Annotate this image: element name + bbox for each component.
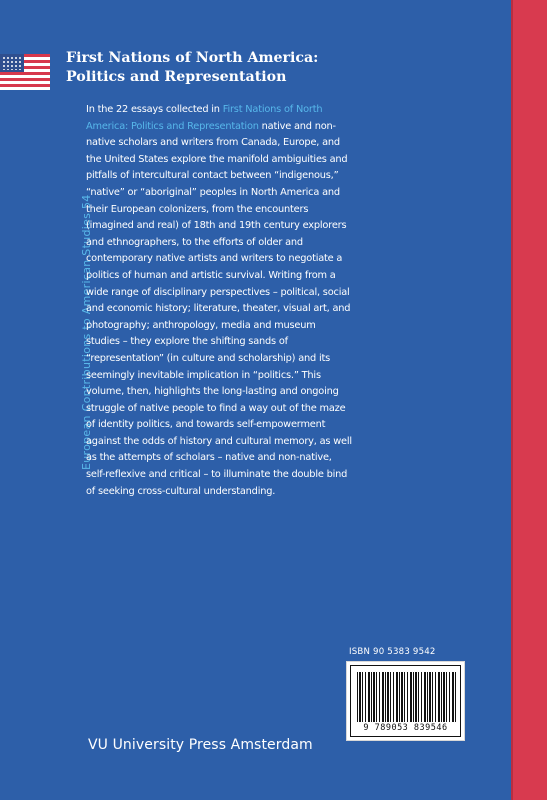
blurb-line: against the odds of history and cultural memory, as well bbox=[86, 435, 352, 447]
book-title bbox=[66, 49, 476, 87]
blurb-line: struggle of native people to find a way out of the maze bbox=[86, 402, 346, 414]
blurb-line: seemingly inevitable implication in “politics.” This bbox=[86, 369, 321, 381]
blurb-line: “native” or “aboriginal” peoples in North America and bbox=[86, 186, 340, 198]
barcode-bars bbox=[357, 672, 457, 722]
isbn-text: ISBN 90 5383 9542 bbox=[349, 647, 436, 657]
title-line: Politics and Representation bbox=[66, 69, 287, 85]
blurb-line: wide range of disciplinary perspectives – political, social bbox=[86, 286, 350, 298]
blurb-line: photography; anthropology, media and museum bbox=[86, 319, 316, 331]
blurb-line: “representation” (in culture and scholarship) and its bbox=[86, 352, 331, 364]
publisher-name: VU University Press Amsterdam bbox=[88, 737, 313, 753]
blurb-line: (imagined and real) of 18th and 19th century explorers bbox=[86, 220, 347, 232]
blurb-line: studies – they explore the shifting sands of bbox=[86, 336, 288, 348]
series-text: European Contributions to American Studies 54 bbox=[80, 194, 93, 470]
blurb-line: America: Politics and Representation native and non- bbox=[86, 120, 336, 132]
blurb-line: politics of human and artistic survival. Writing from a bbox=[86, 269, 336, 281]
us-flag-icon bbox=[0, 54, 50, 90]
blurb-line: native scholars and writers from Canada, Europe, and bbox=[86, 137, 340, 149]
title-reference: First Nations of North bbox=[222, 104, 323, 115]
blurb-line: self-reflexive and critical – to illuminate the double bind bbox=[86, 469, 348, 481]
red-spine-strip bbox=[513, 0, 547, 800]
blurb-line: and ethnographers, to the efforts of older and bbox=[86, 236, 303, 248]
blurb-text bbox=[86, 102, 496, 500]
barcode-number: 9 789053 839546 bbox=[363, 723, 448, 733]
blurb-line: the United States explore the manifold ambiguities and bbox=[86, 153, 348, 165]
blurb-line: of identity politics, and towards self-empowerment bbox=[86, 419, 326, 431]
blurb-line: and economic history; literature, theater, visual art, and bbox=[86, 303, 351, 315]
title-line: First Nations of North America: bbox=[66, 50, 319, 66]
blurb-line: of seeking cross-cultural understanding. bbox=[86, 485, 276, 497]
blurb-line: In the 22 essays collected in First Nations of North bbox=[86, 104, 323, 115]
blurb-line: their European colonizers, from the encounters bbox=[86, 203, 309, 215]
title-reference: America: Politics and Representation bbox=[86, 120, 259, 132]
barcode bbox=[346, 661, 465, 741]
blurb-line: contemporary native artists and writers to negotiate a bbox=[86, 253, 343, 265]
blurb-line: volume, then, highlights the long-lasting and ongoing bbox=[86, 386, 339, 398]
blurb-line: pitfalls of intercultural contact between “indigenous,” bbox=[86, 170, 339, 182]
blurb-line: as the attempts of scholars – native and non-native, bbox=[86, 452, 332, 464]
